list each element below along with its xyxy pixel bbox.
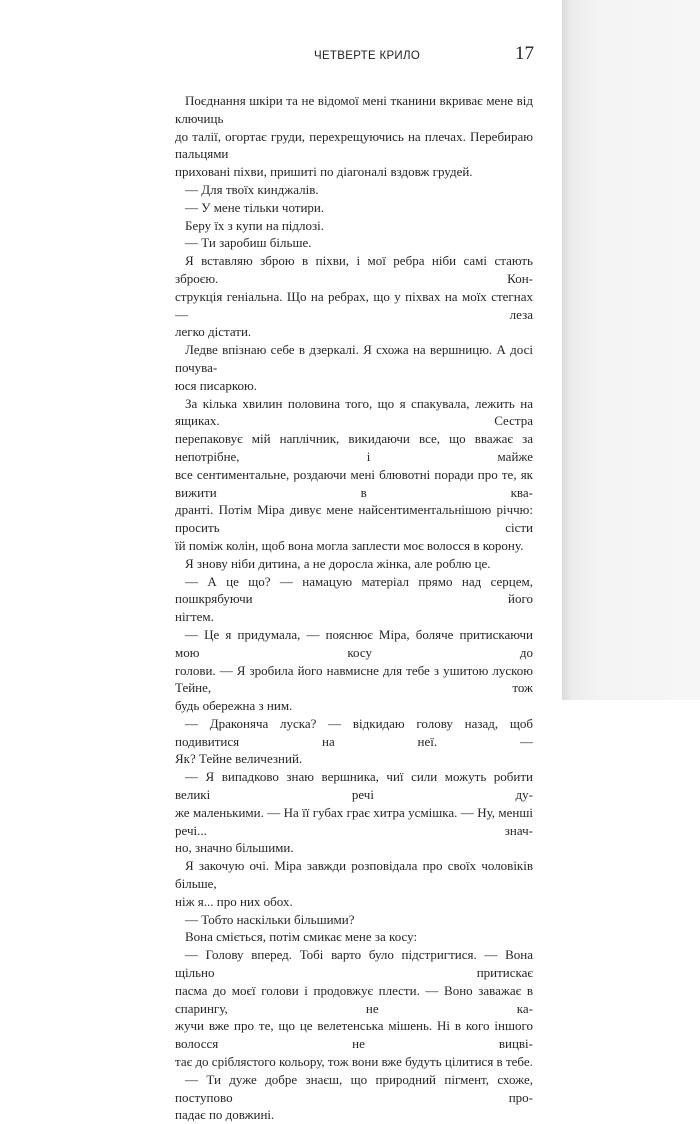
text-line: Беру їх з купи на підлозі. [185, 217, 325, 233]
text-line: Вона сміється, потім смикає мене за косу: [185, 929, 418, 945]
text-line: Я знову ніби дитина, а не доросла жінка, але роблю це. [185, 555, 491, 571]
text-line: Я вставляю зброю в піхви, і мої ребра ніби самі стають зброєю. Кон- [175, 253, 533, 286]
running-title: ЧЕТВЕРТЕ КРИЛО [314, 50, 421, 62]
text-line: За кілька хвилин половина того, що я спакувала, лежить на ящиках. Сестра [175, 395, 533, 429]
text-line: Як? Тейне величезний. [175, 751, 303, 767]
text-line: — Ти дуже добре знаєш, що природний пігмент, схоже, поступово про- [175, 1071, 533, 1105]
page-number: 17 [515, 43, 534, 64]
text-line: дранті. Потім Міра дивує мене найсентиментальнішою річчю: просить сісти [175, 502, 533, 536]
text-line: ніж я... про них обох. [175, 893, 293, 909]
text-line: падає по довжині. [175, 1107, 275, 1123]
body-text [175, 92, 533, 1124]
text-line: юся писаркою. [175, 377, 257, 393]
text-line: — Ти заробиш більше. [185, 235, 312, 251]
text-line: Я закочую очі. Міра завжди розповідала про своїх чоловіків більше, [175, 858, 533, 892]
text-line: жучи вже про те, що це велетенська мішень. Ні в кого іншого волосся не вицві- [175, 1018, 533, 1052]
text-line: нігтем. [175, 609, 214, 625]
text-line: легко дістати. [175, 324, 252, 340]
text-line: — У мене тільки чотири. [185, 199, 325, 215]
text-line: — Драконяча луска? — відкидаю голову назад, щоб подивитися на неї. — [175, 715, 533, 749]
text-line: Поєднання шкіри та не відомої мені тканини вкриває мене від ключиць [175, 93, 533, 126]
text-line: будь обережна з ним. [175, 698, 293, 714]
text-line: — Голову вперед. Тобі варто було підстригтися. — Вона щільно притискає [175, 947, 533, 981]
text-line: тає до сріблястого кольору, тож вони вже будуть цілитися в тебе. [175, 1054, 533, 1070]
text-line: — Для твоїх кинджалів. [185, 181, 319, 197]
text-line: Ледве впізнаю себе в дзеркалі. Я схожа на вершницю. А досі почува- [175, 342, 533, 375]
text-line: — А це що? — намацую матеріал прямо над серцем, пошкрябуючи його [175, 573, 533, 607]
text-line: до талії, огортає груди, перехрещуючись на плечах. Перебираю пальцями [175, 128, 533, 162]
text-line: перепаковує мій наплічник, викидаючи все, що вважає за непотрібне, і майже [175, 431, 533, 464]
text-line: — Я випадково знаю вершника, чиї сили можуть робити великі речі ду- [175, 769, 533, 803]
book-page [135, 0, 562, 1123]
text-line: — Тобто наскільки більшими? [185, 911, 355, 927]
page-edge-shadow [562, 0, 700, 700]
text-line: но, значно більшими. [175, 840, 294, 856]
text-line: пасма до моєї голови і продовжує плести. — Воно заважає в спарингу, не ка- [175, 982, 533, 1016]
text-line: — Це я придумала, — пояснює Міра, боляче притискаючи мою косу до [175, 626, 533, 660]
text-line: же маленькими. — На її губах грає хитра усмішка. — Ну, менші речі... знач- [175, 804, 533, 838]
text-line: їй поміж колін, щоб вона могла заплести моє волосся в корону. [175, 537, 524, 553]
text-line: все сентиментальне, роздаючи мені блювотні поради про те, як вижити в ква- [175, 466, 533, 500]
text-line: струкція геніальна. Що на ребрах, що у піхвах на моїх стегнах — леза [175, 288, 533, 322]
text-line: приховані піхви, пришиті по діагоналі вздовж грудей. [175, 164, 473, 180]
text-line: голови. — Я зробила його навмисне для тебе з ушитою лускою Тейне, тож [175, 662, 533, 696]
